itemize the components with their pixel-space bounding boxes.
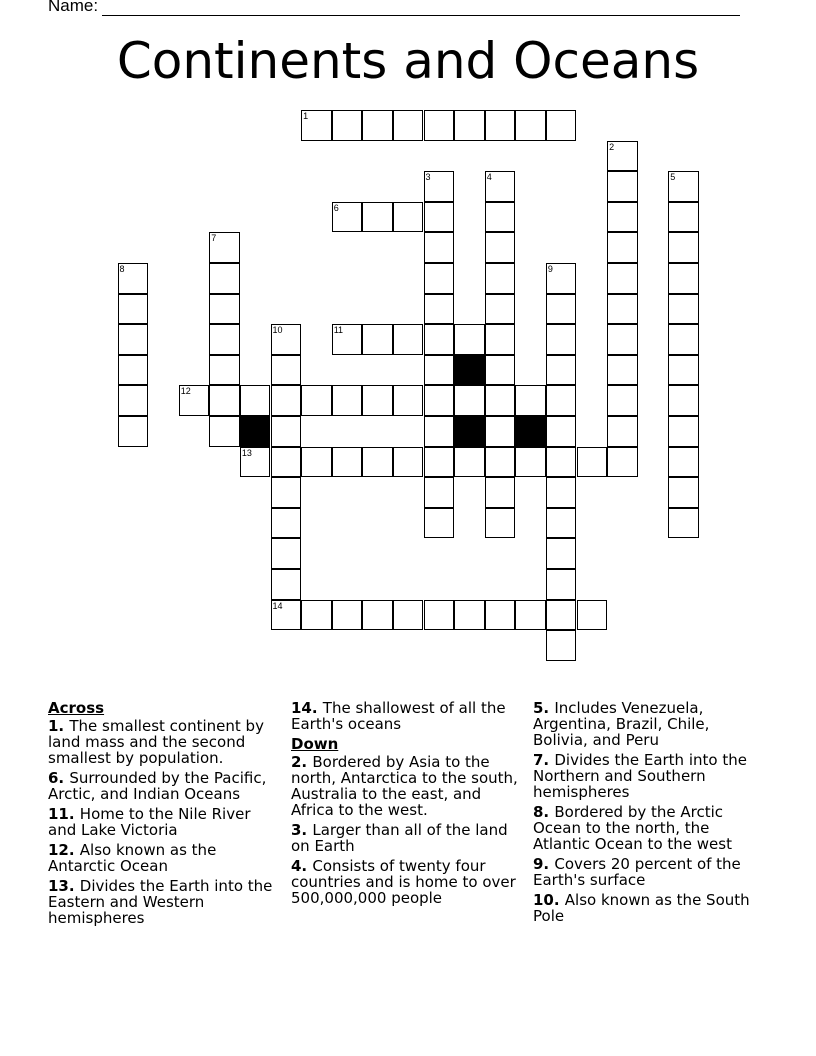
grid-cell[interactable] <box>668 355 699 386</box>
grid-cell[interactable] <box>118 355 149 386</box>
grid-cell[interactable] <box>546 110 577 141</box>
grid-cell[interactable] <box>301 110 332 141</box>
clue-number: 12. <box>48 841 80 859</box>
clue <box>533 892 765 924</box>
clue-text: Also known as the Antarctic Ocean <box>48 841 217 875</box>
clue-number: 8. <box>533 803 555 821</box>
grid-cell[interactable] <box>668 385 699 416</box>
clue <box>48 842 280 874</box>
grid-cell[interactable] <box>668 294 699 325</box>
grid-cell[interactable] <box>424 232 455 263</box>
clue <box>533 700 765 748</box>
block-cell <box>240 416 271 447</box>
grid-cell[interactable] <box>546 263 577 294</box>
grid-cell[interactable] <box>332 324 363 355</box>
grid-cell[interactable] <box>577 447 608 478</box>
grid-cell[interactable] <box>362 324 393 355</box>
grid-cell[interactable] <box>668 447 699 478</box>
grid-cell[interactable] <box>454 385 485 416</box>
grid-cell[interactable] <box>546 385 577 416</box>
grid-cell[interactable] <box>271 416 302 447</box>
grid-cell[interactable] <box>393 202 424 233</box>
grid-cell[interactable] <box>362 600 393 631</box>
clue-number: 3. <box>291 821 313 839</box>
clue-text: Covers 20 percent of the Earth's surface <box>533 855 741 889</box>
grid-cell[interactable] <box>577 600 608 631</box>
clue <box>291 700 523 732</box>
grid-cell[interactable] <box>485 324 516 355</box>
clue-text: Surrounded by the Pacific, Arctic, and Indian Oceans <box>48 769 267 803</box>
clue-text: Consists of twenty four countries and is home to over 500,000,000 people <box>291 857 516 907</box>
grid-cell[interactable] <box>424 508 455 539</box>
clue <box>533 752 765 800</box>
grid-cell[interactable] <box>240 385 271 416</box>
grid-cell[interactable] <box>209 324 240 355</box>
clue <box>291 858 523 906</box>
grid-cell[interactable] <box>424 385 455 416</box>
grid-cell[interactable] <box>424 355 455 386</box>
clue-number: 6. <box>48 769 70 787</box>
grid-cell[interactable] <box>607 355 638 386</box>
grid-cell[interactable] <box>454 324 485 355</box>
grid-cell[interactable] <box>607 263 638 294</box>
grid-cell[interactable] <box>546 569 577 600</box>
clue-number: 9 <box>547 264 553 274</box>
grid-cell[interactable] <box>607 171 638 202</box>
grid-cell[interactable] <box>546 324 577 355</box>
clue <box>48 806 280 838</box>
grid-cell[interactable] <box>546 447 577 478</box>
grid-cell[interactable] <box>485 600 516 631</box>
grid-cell[interactable] <box>271 355 302 386</box>
grid-cell[interactable] <box>546 477 577 508</box>
clue-number: 4 <box>486 172 492 183</box>
clue-number: 7 <box>211 233 217 244</box>
grid-cell[interactable] <box>301 600 332 631</box>
grid-cell[interactable] <box>332 385 363 416</box>
grid-cell[interactable] <box>454 600 485 631</box>
grid-cell[interactable] <box>668 508 699 539</box>
grid-cell[interactable] <box>393 447 424 478</box>
block-cell <box>515 416 546 447</box>
grid-cell[interactable] <box>424 416 455 447</box>
grid-cell[interactable] <box>209 263 240 294</box>
grid-cell[interactable] <box>332 447 363 478</box>
grid-cell[interactable] <box>424 110 455 141</box>
grid-cell[interactable] <box>332 202 363 233</box>
grid-cell[interactable] <box>546 538 577 569</box>
clue-number: 14 <box>272 600 283 611</box>
grid-cell[interactable] <box>424 294 455 325</box>
grid-cell[interactable] <box>546 294 577 325</box>
grid-cell[interactable] <box>485 110 516 141</box>
clue-number: 9. <box>533 855 555 873</box>
clue-number: 1. <box>48 717 70 735</box>
clue <box>533 804 765 852</box>
clue <box>48 878 280 926</box>
grid-cell[interactable] <box>485 263 516 294</box>
grid-cell[interactable] <box>118 294 149 325</box>
grid-cell[interactable] <box>118 385 149 416</box>
clue-text: Includes Venezuela, Argentina, Brazil, Chile, Bolivia, and Peru <box>533 699 710 749</box>
grid-cell[interactable] <box>393 324 424 355</box>
down-header: Down <box>291 735 339 753</box>
grid-cell[interactable] <box>301 385 332 416</box>
grid-cell[interactable] <box>362 447 393 478</box>
grid-cell[interactable] <box>271 385 302 416</box>
grid-cell[interactable] <box>607 232 638 263</box>
grid-cell[interactable] <box>454 447 485 478</box>
clues-column-3 <box>533 700 765 928</box>
grid-cell[interactable] <box>424 477 455 508</box>
clue-text: Bordered by the Arctic Ocean to the north, the Atlantic Ocean to the west <box>533 803 732 853</box>
clue-text: Home to the Nile River and Lake Victoria <box>48 805 251 839</box>
grid-cell[interactable] <box>118 263 149 294</box>
clue-number: 3 <box>425 172 431 183</box>
grid-cell[interactable] <box>668 477 699 508</box>
block-cell <box>454 416 485 447</box>
grid-cell[interactable] <box>546 355 577 386</box>
grid-cell[interactable] <box>179 385 210 416</box>
grid-cell[interactable] <box>332 600 363 631</box>
grid-cell[interactable] <box>209 232 240 263</box>
clues-column-2 <box>291 700 523 910</box>
grid-cell[interactable] <box>515 110 546 141</box>
clue-number: 2 <box>609 141 615 152</box>
clue-number: 13 <box>241 447 252 458</box>
grid-cell[interactable] <box>393 110 424 141</box>
grid-cell[interactable] <box>607 385 638 416</box>
clue-number: 8 <box>119 264 125 274</box>
grid-cell[interactable] <box>240 447 271 478</box>
across-header: Across <box>48 699 105 717</box>
clue <box>48 770 280 802</box>
clue <box>48 718 280 766</box>
clue-number: 7. <box>533 751 555 769</box>
clue-number: 14. <box>291 699 323 717</box>
clue-text: The smallest continent by land mass and the second smallest by population. <box>48 717 264 767</box>
clue-number: 5 <box>670 172 676 183</box>
grid-cell[interactable] <box>362 202 393 233</box>
grid-cell[interactable] <box>209 416 240 447</box>
grid-cell[interactable] <box>668 263 699 294</box>
grid-cell[interactable] <box>546 508 577 539</box>
grid-cell[interactable] <box>485 447 516 478</box>
grid-cell[interactable] <box>393 600 424 631</box>
clue <box>291 754 523 818</box>
clues-column-1 <box>48 700 280 930</box>
grid-cell[interactable] <box>546 600 577 631</box>
clue-text: Larger than all of the land on Earth <box>291 821 508 855</box>
grid-cell[interactable] <box>515 385 546 416</box>
grid-cell[interactable] <box>607 447 638 478</box>
clue-number: 11. <box>48 805 80 823</box>
grid-cell[interactable] <box>332 110 363 141</box>
clue-text: The shallowest of all the Earth's oceans <box>291 699 506 733</box>
grid-cell[interactable] <box>485 355 516 386</box>
clue-number: 12 <box>180 386 191 397</box>
grid-cell[interactable] <box>607 202 638 233</box>
clue-number: 4. <box>291 857 313 875</box>
clue-number: 13. <box>48 877 80 895</box>
clue-text: Divides the Earth into the Eastern and Western hemispheres <box>48 877 273 927</box>
clue-number: 2. <box>291 753 313 771</box>
grid-cell[interactable] <box>485 477 516 508</box>
grid-cell[interactable] <box>393 385 424 416</box>
clue <box>291 822 523 854</box>
grid-cell[interactable] <box>485 294 516 325</box>
grid-cell[interactable] <box>485 232 516 263</box>
grid-cell[interactable] <box>668 324 699 355</box>
grid-cell[interactable] <box>118 324 149 355</box>
grid-cell[interactable] <box>301 447 332 478</box>
grid-cell[interactable] <box>424 600 455 631</box>
grid-cell[interactable] <box>362 385 393 416</box>
grid-cell[interactable] <box>424 171 455 202</box>
grid-cell[interactable] <box>209 385 240 416</box>
grid-cell[interactable] <box>271 508 302 539</box>
clue-number: 11 <box>333 325 344 336</box>
block-cell <box>454 355 485 386</box>
grid-cell[interactable] <box>485 202 516 233</box>
grid-cell[interactable] <box>485 416 516 447</box>
grid-cell[interactable] <box>515 600 546 631</box>
grid-cell[interactable] <box>271 569 302 600</box>
clue-number: 5. <box>533 699 555 717</box>
clue-number: 10 <box>272 325 283 336</box>
grid-cell[interactable] <box>668 171 699 202</box>
grid-cell[interactable] <box>485 171 516 202</box>
grid-cell[interactable] <box>607 416 638 447</box>
grid-cell[interactable] <box>362 110 393 141</box>
grid-cell[interactable] <box>546 630 577 661</box>
grid-cell[interactable] <box>607 294 638 325</box>
grid-cell[interactable] <box>607 141 638 172</box>
grid-cell[interactable] <box>424 263 455 294</box>
grid-cell[interactable] <box>271 600 302 631</box>
page-title: Continents and Oceans <box>116 32 700 90</box>
grid-cell[interactable] <box>424 447 455 478</box>
grid-cell[interactable] <box>485 508 516 539</box>
grid-cell[interactable] <box>271 447 302 478</box>
grid-cell[interactable] <box>271 477 302 508</box>
grid-cell[interactable] <box>424 202 455 233</box>
grid-cell[interactable] <box>209 355 240 386</box>
grid-cell[interactable] <box>607 324 638 355</box>
grid-cell[interactable] <box>424 324 455 355</box>
grid-cell[interactable] <box>209 294 240 325</box>
clue-text: Also known as the South Pole <box>533 891 750 925</box>
clue <box>533 856 765 888</box>
clue-text: Bordered by Asia to the north, Antarctica to the south, Australia to the east, and Africa to the west. <box>291 753 518 819</box>
grid-cell[interactable] <box>271 324 302 355</box>
clue-text: Divides the Earth into the Northern and Southern hemispheres <box>533 751 747 801</box>
grid-cell[interactable] <box>454 110 485 141</box>
name-label: Name: <box>48 0 99 15</box>
clue-number: 6 <box>333 202 339 213</box>
grid-cell[interactable] <box>515 447 546 478</box>
grid-cell[interactable] <box>668 416 699 447</box>
grid-cell[interactable] <box>668 202 699 233</box>
clue-number: 1 <box>303 111 309 121</box>
clue-number: 10. <box>533 891 565 909</box>
grid-cell[interactable] <box>485 385 516 416</box>
grid-cell[interactable] <box>271 538 302 569</box>
grid-cell[interactable] <box>668 232 699 263</box>
grid-cell[interactable] <box>546 416 577 447</box>
grid-cell[interactable] <box>118 416 149 447</box>
